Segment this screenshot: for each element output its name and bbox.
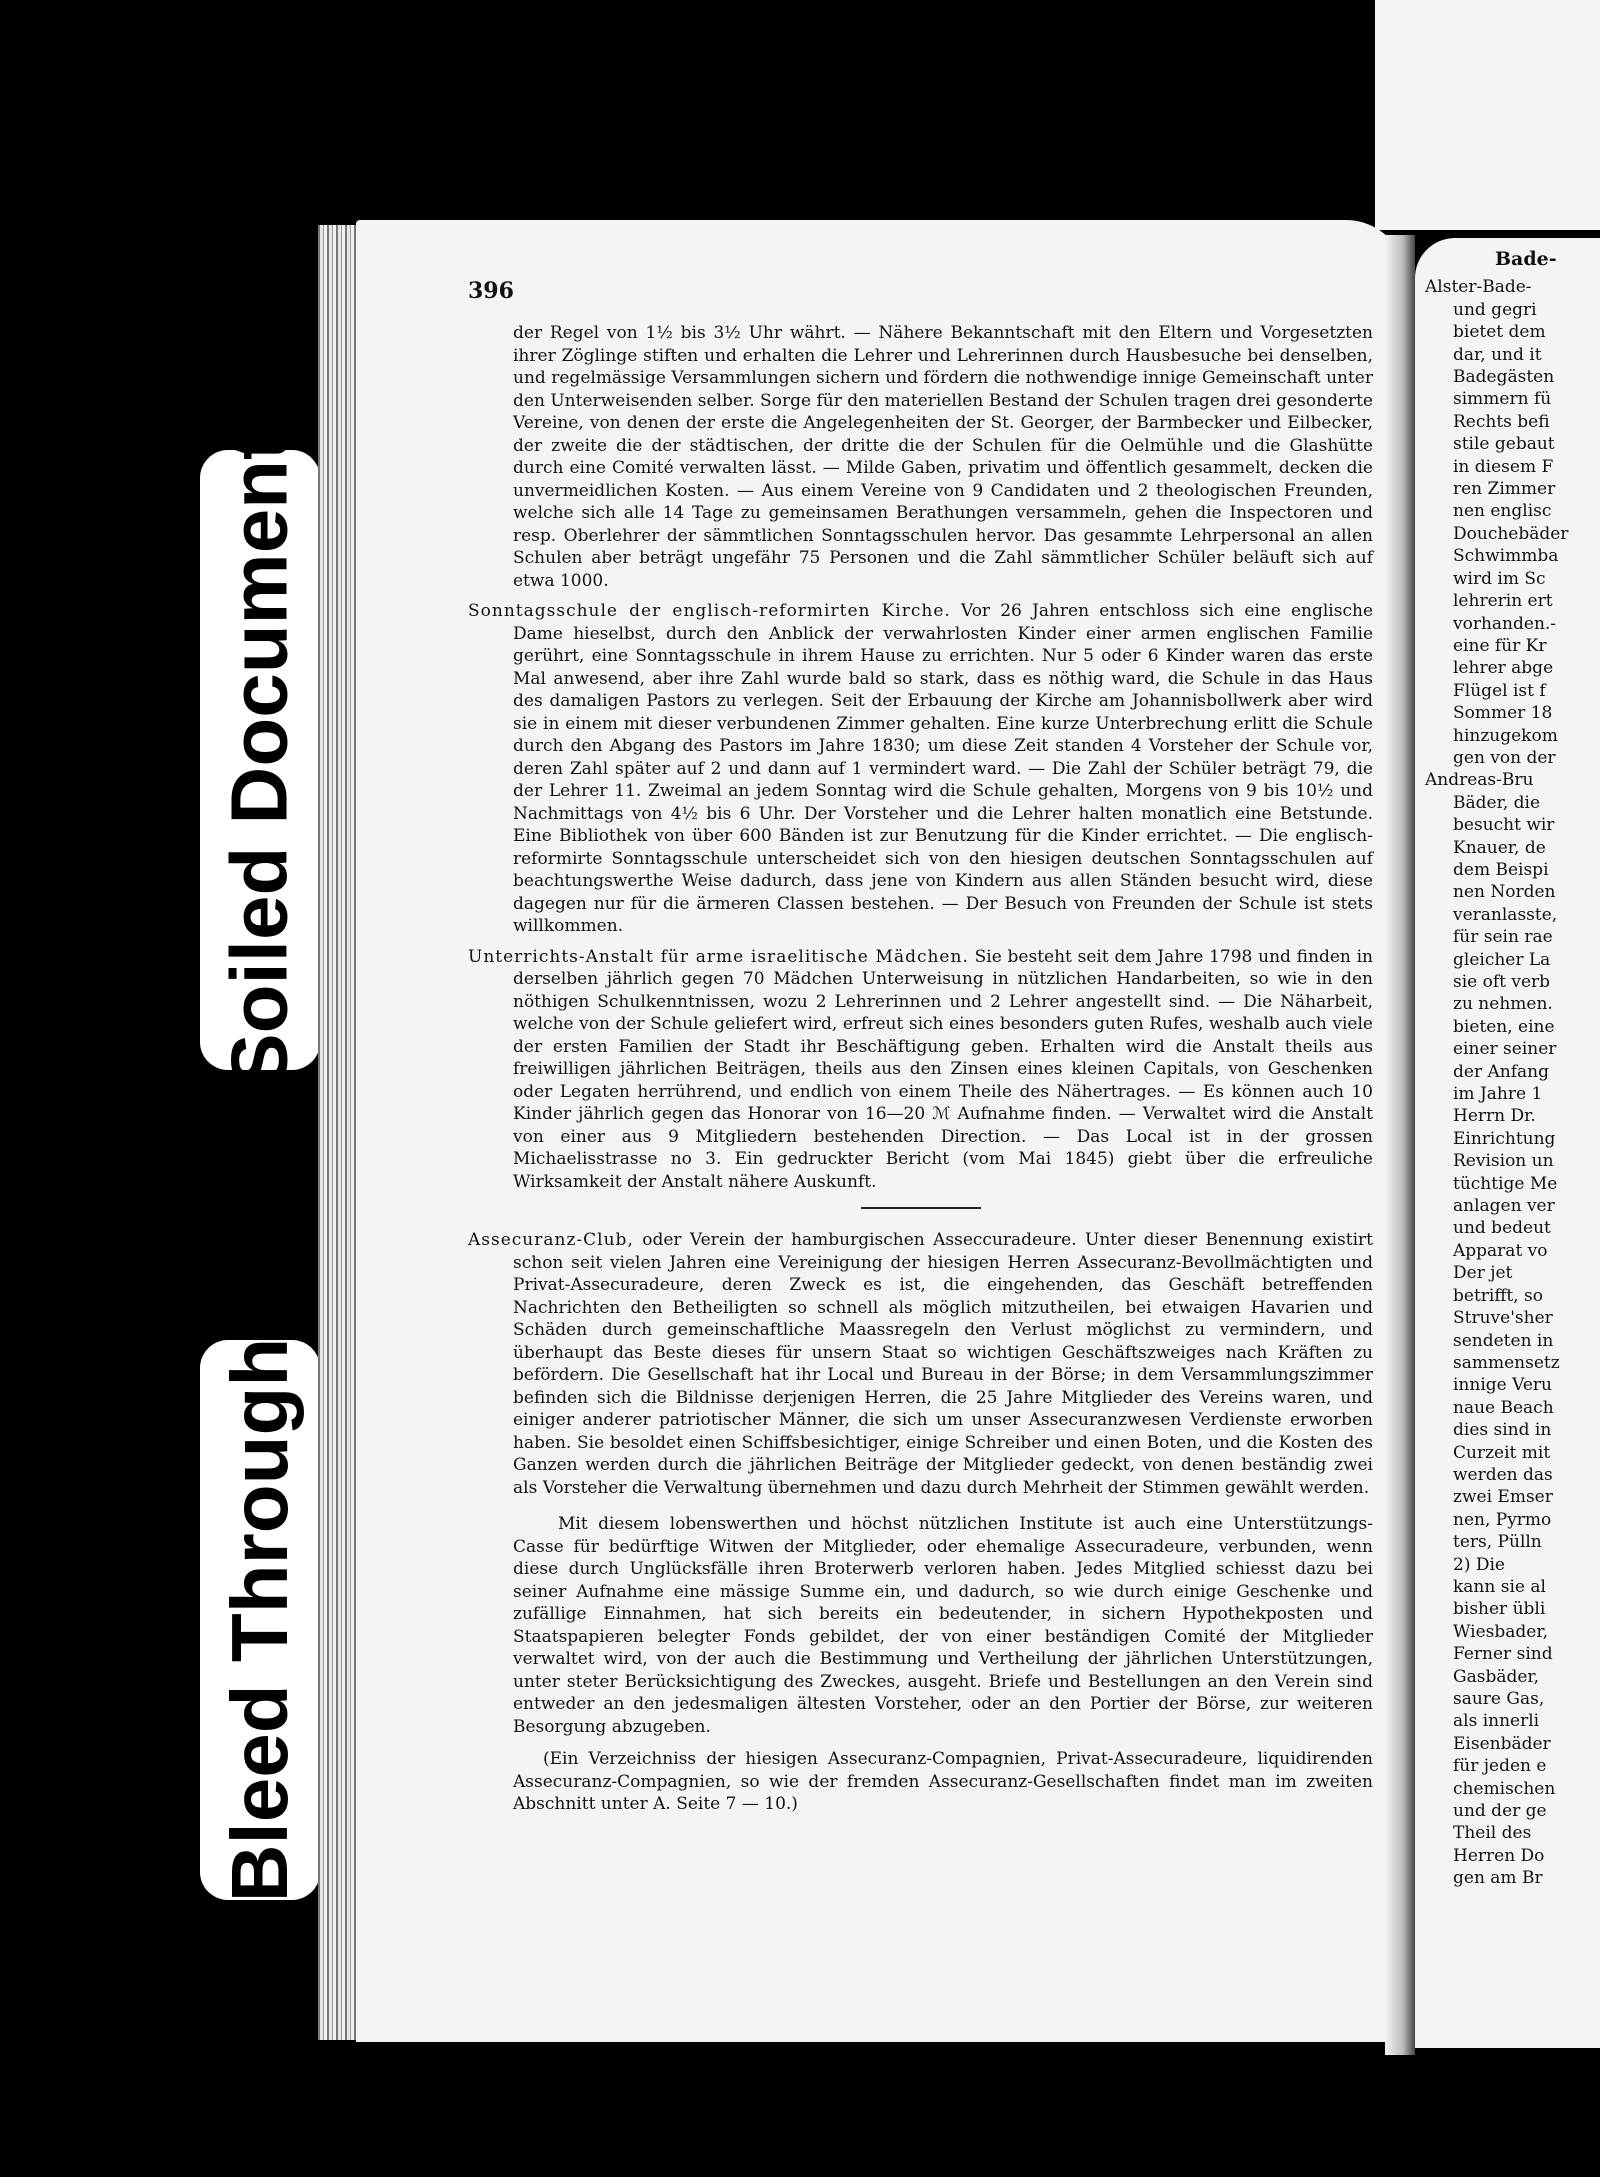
right-page-line: Rechts befi	[1453, 411, 1550, 432]
closing-paragraph: Mit diesem lobenswerthen und höchst nützlichen Institute ist auch eine Unterstützungs-Casse für bedürftige Witwen der Mitglieder, oder ehemalige Assecuradeure, verbunden, wenn diese durch Unglücksfälle ihren Broterwerb verloren haben. Jedes Mitglied schiesst dazu bei seiner Aufnahme eine mässige Summe ein, und dadurch, so wie durch einige Geschenke und zufällige Einnahmen, hat sich bereits ein bedeutender, in sichern Hypothekposten und Staatspapieren belegter Fonds gebildet, der von einer beständigen Comité der Mitglieder verwaltet wird, von der auch die Bestimmung und Vertheilung der jährlichen Unterstützungen, unter steter Berücksichtigung des Zweckes, ausgeht. Briefe und Bestellungen an den Verein sind entweder an den jedesmaligen ältesten Vorsteher, oder an den Portier der Börse, zur weiteren Besorgung abzugeben.	[513, 1514, 1373, 1737]
right-page-line: chemischen	[1453, 1778, 1556, 1799]
right-page-line: eine für Kr	[1453, 635, 1547, 656]
right-page-line: bieten, eine	[1453, 1016, 1555, 1037]
entry-heading: Unterrichts-Anstalt für arme israelitische Mädchen.	[468, 946, 969, 967]
right-page-line: Revision un	[1453, 1151, 1554, 1172]
entry-assecuranz-club	[468, 1229, 1373, 1499]
right-page-line: zu nehmen.	[1453, 994, 1553, 1015]
right-page-line: nen englisc	[1453, 501, 1552, 522]
soiled-document-label: Soiled Document	[215, 433, 304, 1087]
right-page-line: betrifft, so	[1453, 1285, 1544, 1306]
entry-body: Sie besteht seit dem Jahre 1798 und finden in derselben jährlich gegen 70 Mädchen Unterweisung in nützlichen Handarbeiten, so wie in den nöthigen Schulkenntnissen, wozu 2 Lehrerinnen und 2 Lehrer angestellt sind. — Die Näharbeit, welche von der Schule geliefert wird, erfreut sich eines besonders guten Rufes, weshalb auch viele der ersten Familien der Stadt ihr Beschäftigung geben. Erhalten wird die Anstalt theils aus freiwilligen jährlichen Beiträgen, theils aus den Zinsen eines kleinen Capitals, von Geschenken oder Legaten herrührend, und endlich von einem Theile des Nähertrages. — Es können auch 10 Kinder jährlich gegen das Honorar von 16—20 ℳ Aufnahme finden. — Verwaltet wird die Anstalt von einer aus 9 Mitgliedern bestehenden Direction. — Das Local ist in der grossen Michaelisstrasse no 3. Ein gedruckter Bericht (vom Mai 1845) giebt über die erfreuliche Wirksamkeit der Anstalt nähere Auskunft.	[513, 946, 1373, 1192]
right-page-line: Herrn Dr.	[1453, 1106, 1536, 1127]
intro-paragraph: der Regel von 1½ bis 3½ Uhr währt. — Nähere Bekanntschaft mit den Eltern und Vorgesetzten ihrer Zöglinge stiften und erhalten die Lehrer und Lehrerinnen durch Hausbesuche bei denselben, und regelmässige Versammlungen sichern und fördern die nothwendige innige Gemeinschaft unter den Unterweisenden selber. Sorge für den materiellen Bestand der Schulen tragen drei gesonderte Vereine, von denen der erste die Angelegenheiten der St. Georger, der Barmbecker und Eilbecker, der zweite die der städtischen, der dritte die der Schulen für die Oelmühle und die Glashütte durch eine Comité verwalten lässt. — Milde Gaben, privatim und öffentlich gesammelt, decken die unvermeidlichen Kosten. — Aus einem Vereine von 9 Candidaten und 2 theologischen Freunden, welche sich alle 14 Tage zu gemeinsamen Berathungen versammeln, gehen die Inspectoren und resp. Oberlehrer der sämmtlichen Sonntagsschulen hervor. Das gesammte Lehrpersonal an allen Schulen aber beträgt ungefähr 75 Personen und die Zahl sämmtlicher Schüler beläuft sich auf etwa 1000.	[513, 323, 1373, 591]
right-page-line: stile gebaut	[1453, 434, 1555, 455]
right-page-line: 2) Die	[1453, 1554, 1505, 1575]
section-divider	[861, 1207, 981, 1209]
right-page-line: Schwimmba	[1453, 546, 1559, 567]
right-page-line: Einrichtung	[1453, 1128, 1556, 1149]
right-page-line: Ferner sind	[1453, 1644, 1553, 1665]
right-page-line: Flügel ist f	[1453, 680, 1546, 701]
right-page-line: Alster-Bade-	[1425, 277, 1532, 298]
right-page-line: ren Zimmer	[1453, 479, 1556, 500]
right-page-line: Curzeit mit	[1453, 1442, 1551, 1463]
right-page-line: Eisenbäder	[1453, 1733, 1551, 1754]
right-page-line: Theil des	[1453, 1823, 1532, 1844]
right-page-line: naue Beach	[1453, 1397, 1554, 1418]
right-page	[1415, 238, 1600, 2048]
entry-unterrichts-anstalt	[468, 946, 1373, 1194]
right-page-line: bietet dem	[1453, 322, 1546, 343]
entry-body: Vor 26 Jahren entschloss sich eine englische Dame hieselbst, durch den Anblick der verwahrlosten Kinder einer armen englischen Familie gerührt, eine Sonntagsschule in ihrem Hause zu errichten. Nur 5 oder 6 Kinder waren das erste Mal anwesend, aber ihre Zahl wurde bald so stark, dass es nöthig ward, die Schule in das Haus des damaligen Pastors zu verlegen. Seit der Erbauung der Kirche am Johannisbollwerk aber wird sie in einem mit dieser verbundenen Zimmer gehalten. Eine kurze Unterbrechung erlitt die Schule durch den Abgang des Pastors im Jahre 1830; um diese Zeit standen 4 Vorsteher der Schule vor, deren Zahl später auf 2 und dann auf 1 vermindert ward. — Die Zahl der Schüler beträgt 79, die der Lehrer 11. Zweimal an jedem Sonntag wird die Schule gehalten, Morgens von 9 bis 10½ und Nachmittags von 4½ bis 6 Uhr. Der Vorsteher und die Lehrer halten monatlich eine Betstunde. Eine Bibliothek von über 600 Bänden ist zur Benutzung für die Kinder errichtet. — Die englisch-reformirte Sonntagsschule unterscheidet sich von den hiesigen deutschen Sonntagsschulen auf beachtungswerthe Weise dadurch, dass jene von Kindern aus allen Ständen besucht wird, diese dagegen nur für die ärmeren Classen bestehen. — Der Besuch von Freunden der Schule ist stets willkommen.	[513, 601, 1374, 936]
right-page-line: wird im Sc	[1453, 568, 1546, 589]
scanner-shadow	[1325, 0, 1375, 240]
entry-heading: Assecuranz-Club,	[468, 1230, 634, 1250]
right-page-line: zwei Emser	[1453, 1487, 1553, 1508]
right-page-line: gen von der	[1453, 747, 1556, 768]
right-page-line: innige Veru	[1453, 1375, 1552, 1396]
right-page-line: werden das	[1453, 1464, 1553, 1485]
right-page-line: vorhanden.-	[1453, 613, 1557, 634]
entry-sonntagsschule	[468, 600, 1373, 938]
right-page-line: Gasbäder,	[1453, 1666, 1540, 1687]
right-page-line: lehrerin ert	[1453, 591, 1553, 612]
right-page-line: sie oft verb	[1453, 972, 1551, 992]
right-page-line: Knauer, de	[1453, 837, 1546, 858]
right-page-line: bisher übli	[1453, 1599, 1546, 1620]
right-page-line: Badegästen	[1453, 367, 1555, 388]
right-page-line: simmern fü	[1453, 389, 1552, 410]
right-page-line: gleicher La	[1453, 949, 1551, 970]
right-page-column	[1425, 248, 1600, 1890]
right-page-line: Andreas-Bru	[1425, 770, 1534, 791]
right-page-line: und der ge	[1453, 1801, 1547, 1822]
book-gutter	[1385, 235, 1415, 2055]
soiled-document-stamp	[200, 433, 320, 1087]
right-page-line: ters, Pülln	[1453, 1532, 1542, 1553]
page-stack-edge	[318, 225, 358, 2040]
right-page-line: sammensetz	[1453, 1352, 1560, 1373]
right-page-line: nen Norden	[1453, 882, 1556, 903]
right-page-line: Herren Do	[1453, 1845, 1545, 1866]
right-page-line: für jeden e	[1453, 1756, 1547, 1777]
right-page-line: Der jet	[1453, 1263, 1513, 1284]
right-page-line: dar, und it	[1453, 344, 1542, 365]
right-page-line: Struve'sher	[1453, 1308, 1553, 1329]
right-page-line: Wiesbader,	[1453, 1621, 1549, 1642]
right-page-line: und bedeut	[1453, 1218, 1551, 1239]
left-page-text	[468, 282, 1373, 1824]
right-page-line: lehrer abge	[1453, 658, 1554, 679]
right-page-line: Douchebäder	[1453, 523, 1569, 544]
right-page-line: hinzugekom	[1453, 725, 1558, 746]
right-page-line: Apparat vo	[1453, 1240, 1548, 1261]
right-page-line: sendeten in	[1453, 1330, 1554, 1351]
right-page-line: kann sie al	[1453, 1576, 1546, 1597]
right-page-line: Sommer 18	[1453, 703, 1553, 724]
right-page-line: gen am Br	[1453, 1868, 1543, 1889]
right-page-line: als innerli	[1453, 1711, 1540, 1732]
right-page-line: tüchtige Me	[1453, 1173, 1558, 1194]
right-page-line: in diesem F	[1453, 456, 1554, 477]
right-page-line: dies sind in	[1453, 1420, 1552, 1441]
bleed-through-stamp	[200, 1337, 320, 1903]
right-page-heading: Bade-	[1495, 248, 1557, 270]
right-page-line: veranlasste,	[1453, 904, 1558, 925]
note-paragraph: (Ein Verzeichniss der hiesigen Assecuranz-Compagnien, Privat-Assecuradeure, liquidirenden Assecuranz-Compagnien, so wie der fremden Assecuranz-Gesellschaften findet man im zweiten Abschnitt unter A. Seite 7 — 10.)	[513, 1749, 1373, 1814]
right-page-line: einer seiner	[1453, 1039, 1557, 1060]
entry-heading: Sonntagsschule der englisch-reformirten Kirche.	[468, 601, 951, 621]
bleed-through-label: Bleed Through	[215, 1337, 305, 1903]
right-page-line: im Jahre 1	[1453, 1084, 1543, 1105]
right-page-line: Bäder, die	[1453, 792, 1541, 813]
right-page-line: dem Beispi	[1453, 859, 1549, 880]
right-page-line: der Anfang	[1453, 1061, 1549, 1082]
right-page-line: besucht wir	[1453, 815, 1555, 836]
right-page-line: und gegri	[1453, 299, 1537, 320]
right-page-line: saure Gas,	[1453, 1689, 1545, 1709]
right-page-line: anlagen ver	[1453, 1196, 1555, 1217]
right-page-line: nen, Pyrmo	[1453, 1509, 1552, 1530]
right-page-line: für sein rae	[1453, 927, 1553, 948]
page-number: 396	[468, 278, 514, 304]
entry-body: oder Verein der hamburgischen Asseccuradeure. Unter dieser Benennung existirt schon seit vielen Jahren eine Vereinigung der hiesigen Herren Assecuranz-Bevollmächtigten und Privat-Assecuradeure, deren Zweck es ist, die eingehenden, das Geschäft betreffenden Nachrichten den Betheiligten so schnell als möglich mitzutheilen, bei etwaigen Havarien und Schäden durch gemeinschaftliche Maassregeln den Verlust möglichst zu vermindern, und überhaupt das Beste dieses für unsern Staat so wichtigen Geschäftszweiges nach Kräften zu befördern. Die Gesellschaft hat ihr Local und Bureau in der Börse; in dem Versammlungszimmer befinden sich die Bildnisse derjenigen Herren, die 25 Jahre Mitglieder des Vereins waren, und einiger anderer patriotischer Männer, die sich um unser Assecuranzwesen Verdienste erworben haben. Sie besoldet einen Schiffsbesichtiger, einige Schreiber und einen Boten, und die Kosten des Ganzen werden durch die jährlichen Beiträge der Mitglieder gedeckt, von denen beständig zwei als Vorsteher die Verwaltung übernehmen und dazu durch Mehrheit der Stimmen gewählt werden.	[513, 1230, 1373, 1498]
